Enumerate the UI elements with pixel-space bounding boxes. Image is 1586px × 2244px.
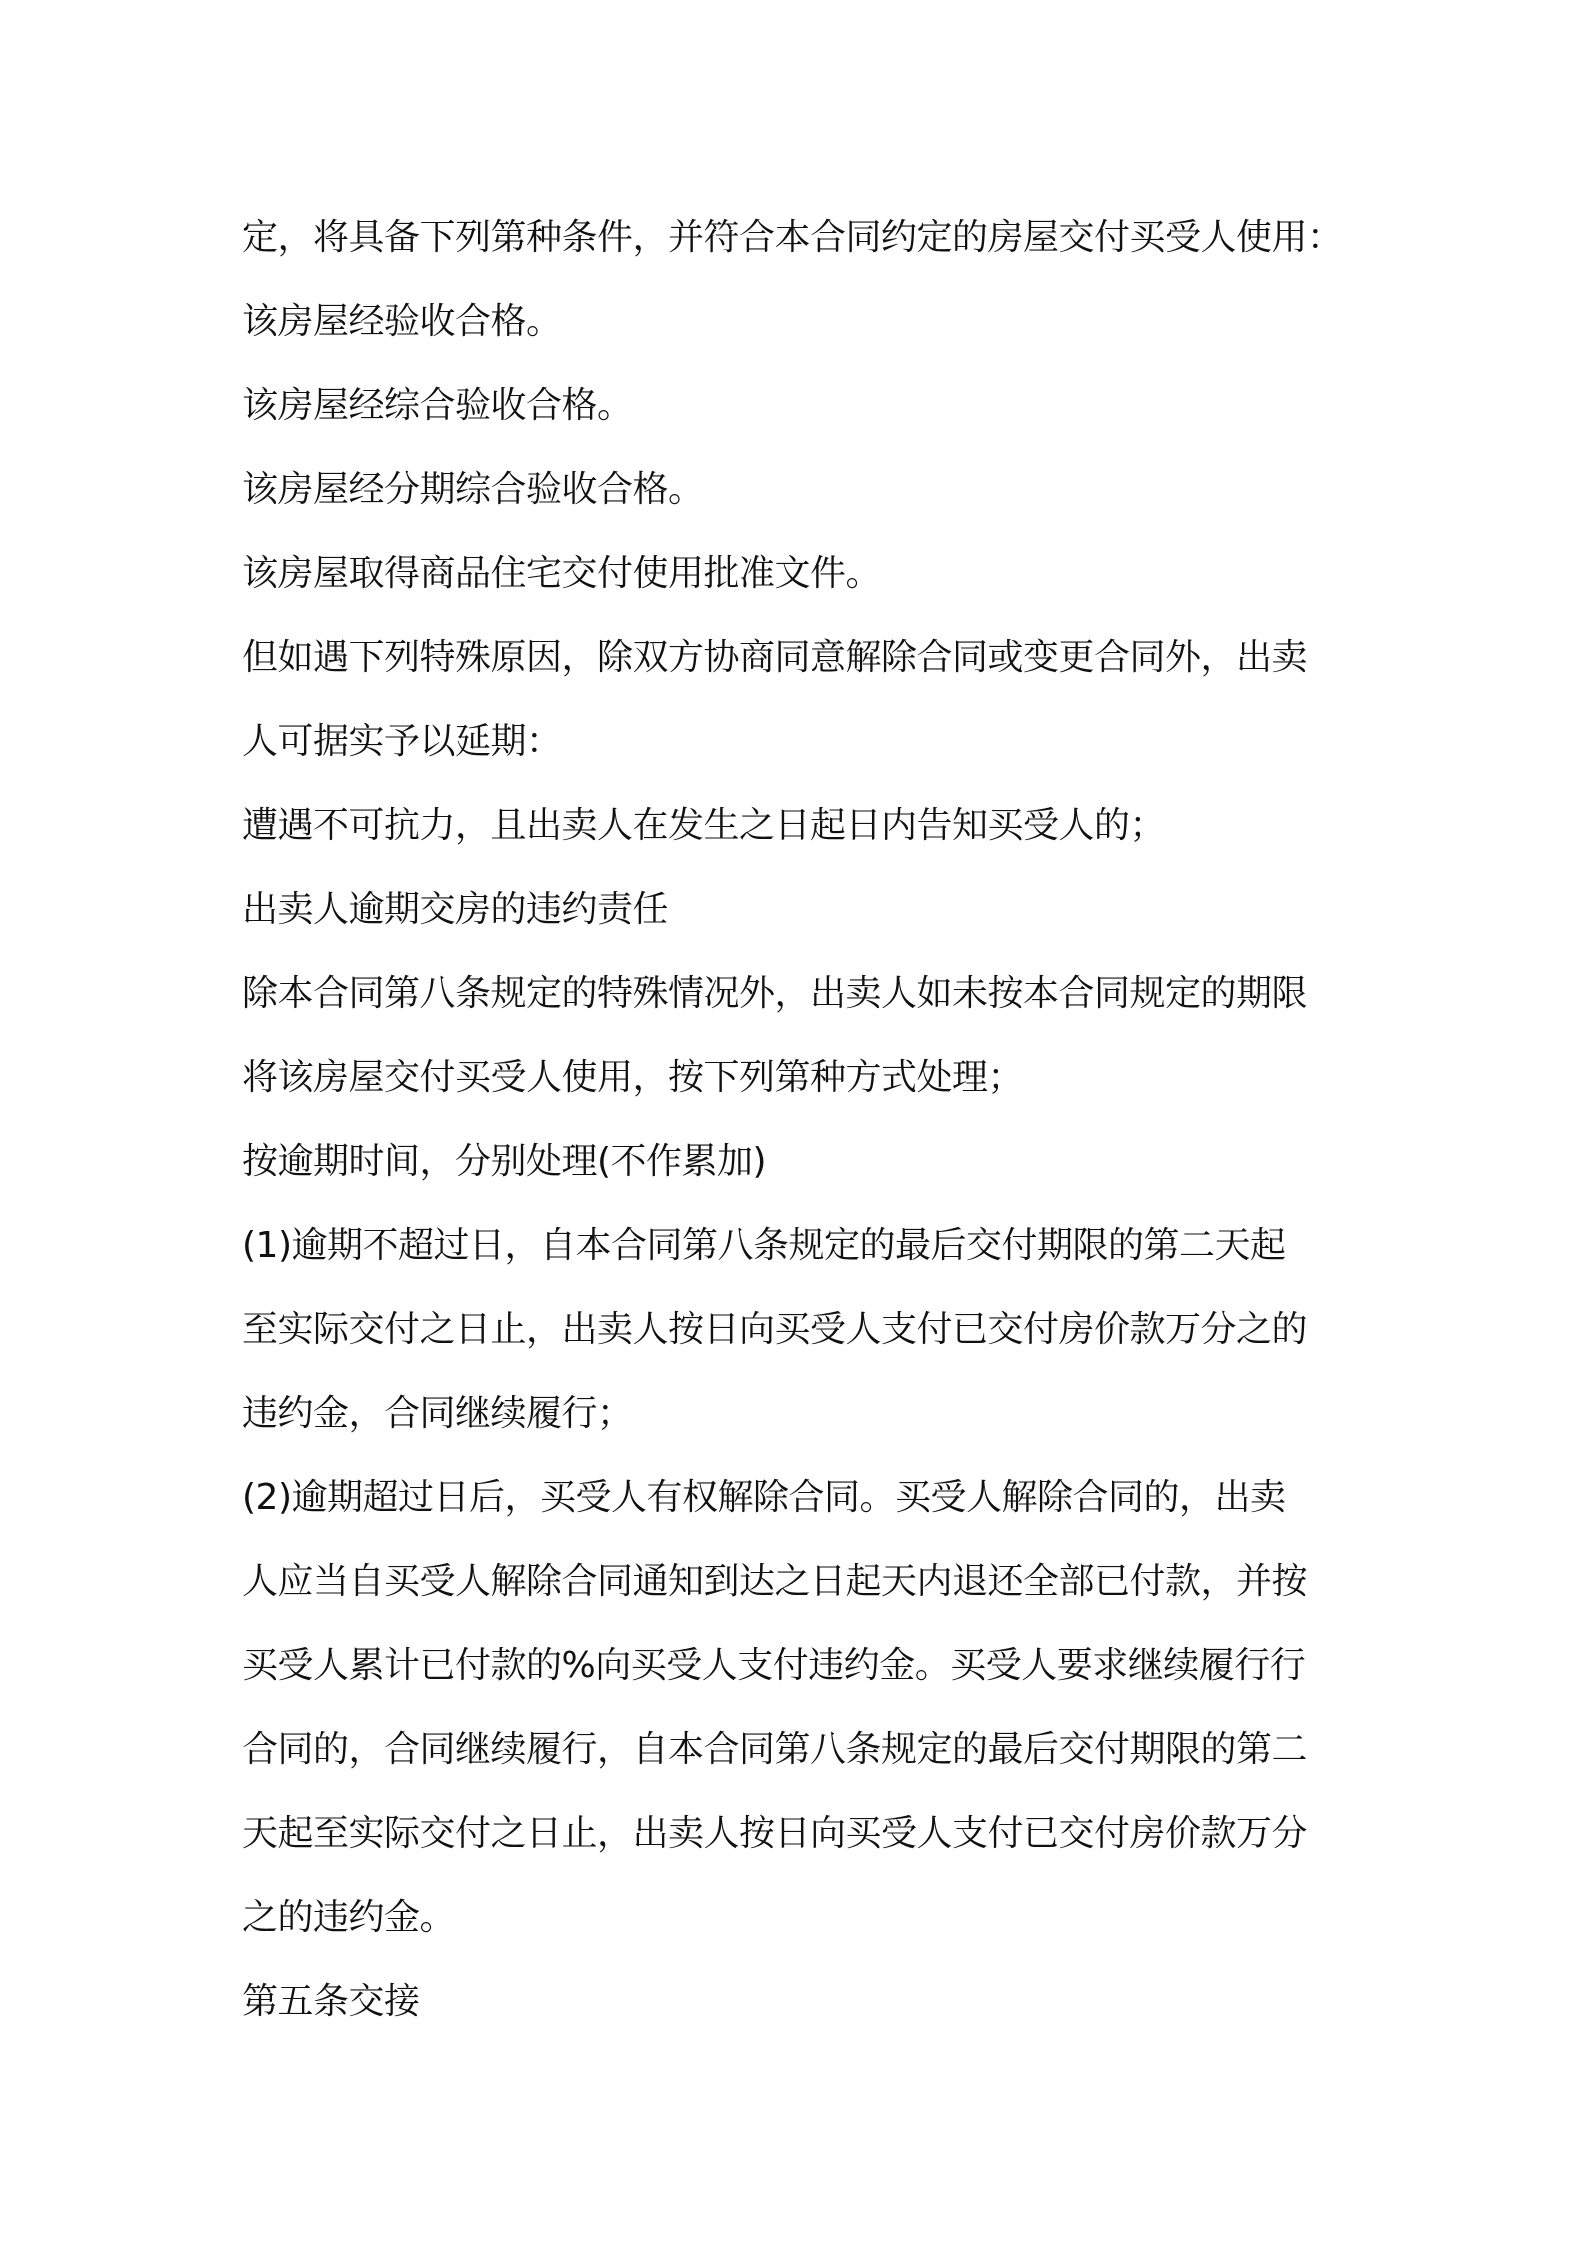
- text-line: 将该房屋交付买受人使用，按下列第种方式处理；: [242, 1057, 1024, 1098]
- text-line: 人可据实予以延期：: [242, 721, 562, 762]
- text-line: 但如遇下列特殊原因，除双方协商同意解除合同或变更合同外，出卖: [242, 637, 1308, 678]
- text-line: 该房屋经综合验收合格。: [242, 385, 633, 426]
- text-line: (1)逾期不超过日，自本合同第八条规定的最后交付期限的第二天起: [242, 1225, 1286, 1266]
- text-line: (2)逾期超过日后，买受人有权解除合同。买受人解除合同的，出卖: [242, 1477, 1286, 1518]
- text-line: 定，将具备下列第种条件，并符合本合同约定的房屋交付买受人使用：: [242, 217, 1343, 258]
- text-line: 按逾期时间，分别处理(不作累加): [242, 1141, 767, 1182]
- text-line: 违约金，合同继续履行；: [242, 1393, 633, 1434]
- text-line: 该房屋经分期综合验收合格。: [242, 469, 704, 510]
- text-line: 合同的，合同继续履行，自本合同第八条规定的最后交付期限的第二: [242, 1729, 1308, 1770]
- text-line: 天起至实际交付之日止，出卖人按日向买受人支付已交付房价款万分: [242, 1813, 1308, 1854]
- text-line: 至实际交付之日止，出卖人按日向买受人支付已交付房价款万分之的: [242, 1309, 1308, 1350]
- section-heading: 出卖人逾期交房的违约责任: [242, 889, 669, 930]
- text-line: 之的违约金。: [242, 1897, 456, 1938]
- text-line: 该房屋取得商品住宅交付使用批准文件。: [242, 553, 882, 594]
- text-line: 人应当自买受人解除合同通知到达之日起天内退还全部已付款，并按: [242, 1561, 1308, 1602]
- text-line: 买受人累计已付款的%向买受人支付违约金。买受人要求继续履行行: [242, 1645, 1306, 1686]
- document-body: [242, 196, 1357, 2044]
- section-heading: 第五条交接: [242, 1981, 420, 2022]
- text-line: 该房屋经验收合格。: [242, 301, 562, 342]
- text-line: 遭遇不可抗力，且出卖人在发生之日起日内告知买受人的；: [242, 805, 1166, 846]
- text-line: 除本合同第八条规定的特殊情况外，出卖人如未按本合同规定的期限: [242, 973, 1308, 1014]
